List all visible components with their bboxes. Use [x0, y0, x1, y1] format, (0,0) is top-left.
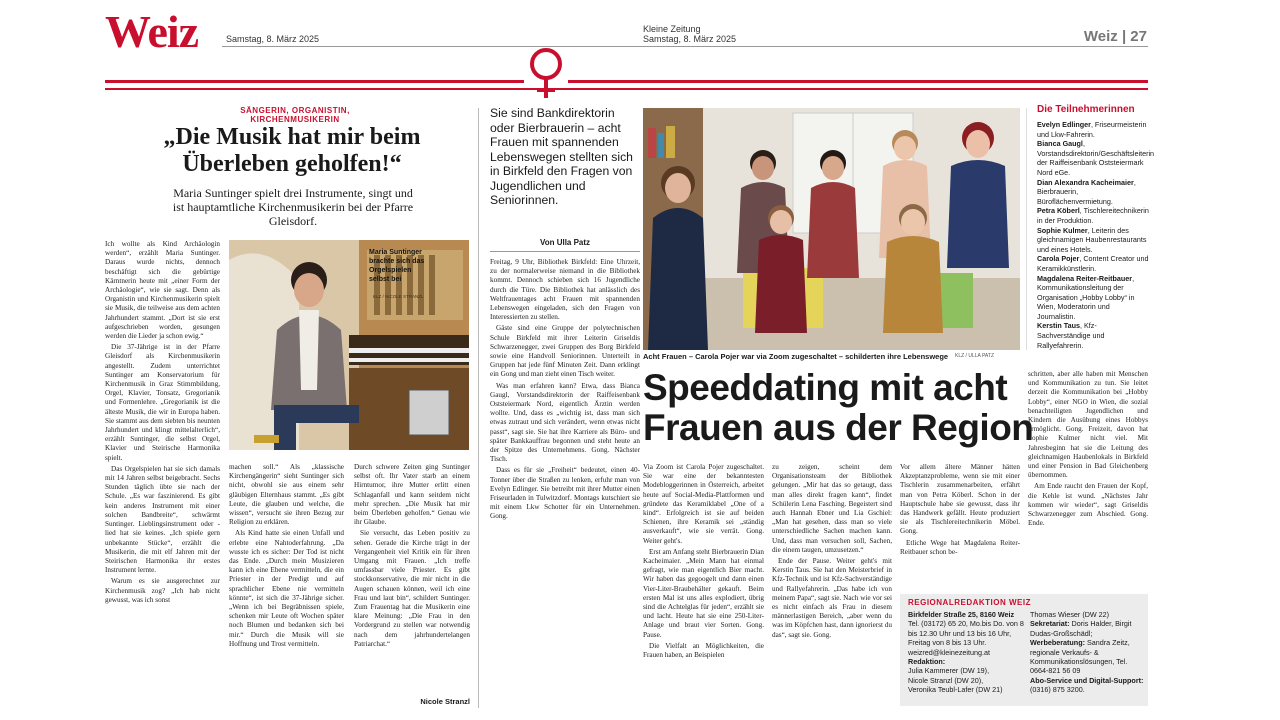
participant-item [1037, 321, 1150, 350]
editorial-person: Nicole Stranzl (DW 20), [908, 675, 984, 685]
article1-col1-paragraph: Warum es sie ausgerechnet zur Kirchenmusik zog? „Ich hab nicht gewusst, was ich sonst [105, 577, 220, 604]
organist-photo-credit: KLZ / NICOLE STRANZL [373, 294, 424, 299]
participant-name: Petra Köberl [1037, 206, 1080, 216]
regional-office-right [1030, 610, 1146, 695]
secretariat-names: Doris Halder, Birgit Dudas-Großschädl; [1030, 619, 1132, 638]
participant-item [1037, 120, 1150, 139]
article2-title: Speeddating mit acht Frauen aus der Region [643, 367, 1034, 448]
article1-col3-paragraph: Durch schwere Zeiten ging Suntinger selbst oft. Ihr Vater starb an einem Hirntumor, ihre Mutter erlitt einen Schlaganfall und kann seitdem nicht mehr sprechen. „Die Musik hat mir beim Überleben geholfen.“ Genau wie ihr Glaube. [354, 463, 470, 527]
article1-column-1 [105, 240, 220, 708]
header-date-center: Samstag, 8. März 2025 [643, 34, 737, 44]
article2-col4-paragraph: Vor allem ältere Männer hätten Akzeptanzprobleme, wenn sie mit einer Tischlerin zusammenarbeiten, erfährt man von Petra Köberl. Schon in der Hauptschule habe sie gewusst, dass ihr das Handwerk gefällt. Heute produziert sie als Tischlereitechnikerin Möbel. Gong. [900, 463, 1020, 536]
article2-col3-paragraph: zu zeigen, scheint dem Organisationsteam der Bibliothek gelungen. „Mir hat das so getaugt, dass man alles direkt fragen kann“, findet Schülerin Lena Fasching. Begeistert sind auch Hannah Ebner und Lia Gschiel: „Man hat gesehen, dass man so viele unterschiedliche Sachen machen kann. Und, dass man versuchen soll, Sachen, die einem taugen, umzusetzen.“ [772, 463, 892, 554]
article2-col1-paragraph: Gäste sind eine Gruppe der polytechnischen Schule Birkfeld mit ihrer Leiterin Griseldis Schwarzenegger, zwei Gruppen des Borg Birkfeld sowie eine Handvoll Seniorinnen. Unterteilt in Gruppen hat jede fünf Minuten Zeit. Dann erklingt ein Gong und man zieht einen Tisch weiter. [490, 324, 640, 379]
header-date-left: Samstag, 8. März 2025 [226, 34, 320, 44]
byline-rule [490, 251, 640, 252]
participant-name: Evelyn Edlinger [1037, 120, 1091, 129]
participant-desc: , Kommunikationsleitung der Organisation „Hobby Lobby“ in Wien, Moderatorin und Journalistin. [1037, 273, 1135, 321]
article2-col5-paragraph: schritten, aber alle haben mit Menschen und Kommunikation zu tun. Sie leitet derzeit die Kommunikation bei „Hobby Lobby“, einer NGO in Wien, die sozial benachteiligten Jugendlichen und Kindern die Ausübung eines Hobbys ermöglicht. Gong. Freizeit, davon hat Sophie Kulmer nicht viel. Mit Jahresbeginn hat sie die Leitung des gleichnamigen Haubenlokals in Birkfeld und einer Pension in Bad Gleichenberg übernommen. [1028, 370, 1148, 480]
article2-subtitle: Sie sind Bankdirektorin oder Bierbrauerin – acht Frauen mit spannenden Lebenswegen stellten sich in Birkfeld den Fragen von Jugendlichen und Seniorinnen. [490, 106, 633, 207]
editorial-person: Veronika Teubl-Lafer (DW 21) [908, 685, 1003, 695]
participant-desc: , Content Creator und Keramikkünstlerin. [1037, 254, 1149, 273]
editorial-label: Redaktion: [908, 657, 946, 667]
article1-kicker: SÄNGERIN, ORGANISTIN, KIRCHENMUSIKERIN [240, 106, 350, 124]
article2-column-1 [490, 258, 640, 708]
article2-column-2 [643, 463, 764, 708]
page-number: Weiz | 27 [1083, 28, 1147, 45]
participant-desc: , Kfz-Sachverständige und Rallyefahrerin. [1037, 321, 1105, 350]
article1-col1-paragraph: Ich wollte als Kind Archäologin werden“, erzählt Maria Suntinger. Daraus wurde nichts, dennoch beschäftigt sich die gebürtige Kärntnerin heute mit „einer Form der Archäologie“, wie sie sagt. Denn als Organistin und Kirchenmusikerin spielt sie Musik, die teilweise aus dem achten Jahrhundert stammt. „Dort ist sie erst aufgeschrieben worden, gesungen werden die Lieder ja schon ewig.“ [105, 240, 220, 341]
regional-office-title: REGIONALREDAKTION WEIZ [908, 598, 1031, 607]
office-phone-hours: Tel. (03172) 65 20, Mo.bis Do. von 8 bis 12.30 Uhr und 13 bis 16 Uhr, Freitag von 8 bis 13 Uhr. [908, 619, 1024, 648]
article2-column-4 [900, 463, 1020, 588]
advertising [1030, 638, 1146, 676]
article2-column-3 [772, 463, 892, 708]
participant-desc: , Bierbrauerin, Büroflächenvermietung. [1037, 177, 1136, 206]
participant-desc: , Tischlereitechnikerin in der Produktion. [1037, 206, 1149, 225]
article2-col4-paragraph: Etliche Wege hat Magdalena Reiter-Reitbauer schon be- [900, 538, 1020, 556]
office-email[interactable]: weizred@kleinezeitung.at [908, 647, 991, 657]
article1-col2-paragraph: machen soll.“ Als „klassische Kirchengängerin“ sieht Suntinger sich nicht, obwohl sie aus einem sehr gläubigen Elternhaus stammt. „Es gibt Leute, die glauben und welche, die wissen“, versucht sie ihren Bezug zur Religion zu erklären. [229, 463, 344, 527]
participant-name: Kerstin Taus [1037, 321, 1081, 331]
red-rule-bottom [105, 88, 1148, 90]
article2-col1-paragraph: Dass es für sie „Freiheit“ bedeutet, einen 40-Tonner über die Straßen zu lenken, erfuhr man von Evelyn Edlinger. Sie betreibt mit ihrer Mutter einen Friseurladen in Tulwitzdorf. Montags kutschiert sie mit einem Lkw Schotter für ein Unternehmen. Gong. [490, 466, 640, 521]
article2-col3-paragraph: Ende der Pause. Weiter geht's mit Kerstin Taus. Sie hat den Meisterbrief in Kfz-Technik und ist Kfz-Sachverständige und Rallyefahrerin. „Das habe ich von meinem Papa“, sagt sie. Nach wie vor sei es nicht einfach als Frau in diesem männerlastigen Bereich, „aber wenn du was im Köpfchen hast, dann ignorierst du das“, sagt sie. Gong. [772, 557, 892, 639]
secretariat [1030, 619, 1146, 638]
article2-col2-paragraph: Via Zoom ist Carola Pojer zugeschaltet. Sie war eine der bekanntesten Modebloggerinnen in Österreich, arbeitet heute auf Social-Media-Plattformen und gründete das Keramiklabel „One of a kind“. Erfolgreich ist sie auf beiden Schienen, ihre Keramik sei „ständig ausverkauft“, wie sie verrät. Gong. Weiter geht's. [643, 463, 764, 545]
column-divider [478, 108, 479, 708]
participant-name: Dian Alexandra Kacheimaier [1037, 177, 1134, 187]
article1-col2-paragraph: Als Kind hatte sie einen Unfall und erlebte eine Nahtoderfahrung. „Da wusste ich es sicher: Der Tod ist nicht das Ende. „Durch mein Musizieren kann ich eine Ebene vermitteln, die ein Priester in der Predigt und auf sprachlicher Ebene nie vermitteln könnte“, ist sich die 37-Jährige sicher. „Wenn ich bei Begräbnissen spiele, schenken mir Leute oft Wochen später noch Blumen und bedanken sich bei mir.“ Durch die Musik will sie Hoffnung und Trost vermitteln. [229, 529, 344, 648]
photo-divider [1026, 108, 1027, 350]
participant-desc: , Friseurmeisterin und Lkw-Fahrerin. [1037, 120, 1147, 139]
participant-item [1037, 254, 1150, 273]
advertising-contact: Sandra Zeitz, regionale Verkaufs- & Kommunikationslösungen, Tel. 0664-821 56 09 [1030, 638, 1130, 676]
article1-col3-paragraph: Sie versucht, das Leben positiv zu sehen. Gerade die Kirche trägt in der Vergangenheit viel Kritik ein für ihren Umgang mit Frauen. „Ich treffe umfassbar viele Priester. Es gibt stockkonservative, die mir nicht in die Augen schauen können, weil ich eine Frau und laut bin“, schildert Suntinger. Zum Frauentag hat die Musikerin eine klare Meinung: „Die Frau in den Vordergrund zu stellen war notwendig nach dem jahrhundertelangen Patriarchat.“ [354, 529, 470, 648]
participant-desc: , Vorstandsdirektorin/Geschäftsleiterin der Raiffeisenbank Oststeiermark Nord eGe. [1037, 139, 1155, 177]
regional-office-left [908, 610, 1024, 695]
participants-list [1037, 120, 1155, 350]
article2-col1-paragraph: Was man erfahren kann? Etwa, dass Bianca Gaugl, Vorstandsdirektorin der Raiffeisenbank Oststeiermark Nord, eigentlich Ärztin werden wollte. Und, dass es „wichtig ist, dass man sich etwas zutraut und sich verändert, wenn etwas nicht passt“, sagt sie. Sie hat ihre Karriere als Büro- und später Bankkauffrau begonnen und steht heute an der Spitze des Unternehmens. Gong. Nächster Tisch. [490, 381, 640, 464]
participant-name: Bianca Gaugl [1037, 139, 1083, 149]
participant-name: Sophie Kulmer [1037, 225, 1088, 235]
participant-item [1037, 178, 1150, 207]
article2-byline: Von Ulla Patz [539, 238, 591, 247]
subscription-phone: (0316) 875 3200. [1030, 685, 1085, 695]
editorial-person-thomas: Thomas Wieser (DW 22) [1030, 610, 1110, 619]
advertising-label: Werbeberatung: [1030, 638, 1085, 648]
organist-photo-caption: Maria Suntinger brachte sich das Orgelspielen selbst bei [369, 249, 425, 283]
participant-name: Carola Pojer [1037, 254, 1080, 264]
group-photo [643, 108, 1020, 350]
article2-col5-paragraph: Am Ende raucht den Frauen der Kopf, die Kehle ist wund. „Nächstes Jahr kommen wir wieder“, sagt Griseldis Schwarzenegger zum Abschied. Gong. Ende. [1028, 482, 1148, 528]
office-address: Birkfelder Straße 25, 8160 Weiz [908, 610, 1015, 619]
section-logo: Weiz [105, 6, 199, 57]
article1-column-2 [229, 463, 344, 708]
article2-column-5 [1028, 370, 1148, 590]
subscription [1030, 676, 1146, 695]
article1-column-3 [354, 463, 470, 695]
paper-name: Kleine Zeitung [643, 24, 701, 34]
article1-col1-paragraph: Die 37-Jährige ist in der Pfarre Gleisdorf als Kirchenmusikerin angestellt. Zudem unterrichtet Suntinger am Konservatorium für Kirchenmusik in Graz Stimmbildung, Orgel, Klavier, Tonsatz, Gregorianik und Formenlehre. „Gregorianik ist die älteste Musik, die wir in Europa haben. Sie stammt aus dem siebten bis neunten Jahrhundert und klingt mittelalterlich“, erzählt Suntinger, die selbst Orgel, Klavier und Steirische Harmonika spielt. [105, 343, 220, 462]
participant-item [1037, 206, 1150, 225]
article1-subtitle: Maria Suntinger spielt drei Instrumente, singt und ist hauptamtliche Kirchenmusikerin bei der Pfarre Gleisdorf. [172, 186, 414, 228]
editorial-person: Julia Kammerer (DW 19), [908, 666, 990, 676]
organist-photo [229, 240, 469, 450]
article1-author: Nicole Stranzl [420, 697, 470, 706]
secretariat-label: Sekretariat: [1030, 619, 1070, 629]
article1-col1-paragraph: Das Orgelspielen hat sie sich damals mit 14 Jahren selbst beigebracht. Sechs Stunden täglich übte sie nach der Schule. „Es war faszinierend. Es gibt kein anderes Instrument mit einer solchen Bandbreite“, schwärmt Suntinger. Lieblingsinstrument oder -lied hat sie keines. „Ich spiele gern unbekannte Stücke“, erzählt die Musikerin, die mit elf Jahren mit der Steirischen Harmonika ihr erstes Instrument lernte. [105, 464, 220, 575]
subscription-label: Abo-Service und Digital-Support: [1030, 675, 1144, 685]
article2-col2-paragraph: Die Vielfalt an Möglichkeiten, die Frauen haben, an Beispielen [643, 641, 764, 660]
participant-item [1037, 226, 1150, 255]
article1-title: „Die Musik hat mir beim Überleben geholfen!“ [163, 124, 421, 177]
group-photo-caption: Acht Frauen – Carola Pojer war via Zoom zugeschaltet – schilderten ihre Lebenswege [643, 352, 949, 361]
participant-name: Magdalena Reiter-Reitbauer [1037, 273, 1133, 283]
venus-symbol-icon [520, 44, 572, 100]
red-rule-top [105, 80, 1148, 83]
header-rule [222, 46, 1148, 47]
participants-title: Die Teilnehmerinnen [1037, 104, 1135, 115]
participant-item [1037, 139, 1155, 177]
article2-col2-paragraph: Erst am Anfang steht Bierbrauerin Dian Kacheimaier. „Mein Mann hat einmal gefragt, wie man eigentlich Bier macht. Wir haben das gegoogelt und dann einen Vier-Liter-Braubehälter gekauft. Beim ersten Mal ist uns alles explodiert, übrig sind die Achtelglas für jeden“, erzählt sie und lacht. Heute hat sie eine 250-Liter-Anlage und braut vier Sorten. Gong. Pause. [643, 547, 764, 639]
participant-item [1037, 274, 1150, 322]
group-photo-credit: KLZ / ULLA PATZ [955, 353, 994, 359]
participant-desc: , Leiterin des gleichnamigen Haubenrestaurants und eines Hotels. [1037, 225, 1147, 254]
article2-col1-paragraph: Freitag, 9 Uhr, Bibliothek Birkfeld: Eine Uhrzeit, zu der normalerweise niemand in die Bibliothek kommt. Dennoch schieben sich 16 Jugendliche durch die Türe. Die Bibliothek hat anlässlich des Weltfrauentages acht Frauen mit spannenden Lebenswegen eingeladen, sich den Fragen von Interessierten zu stellen. [490, 258, 640, 322]
